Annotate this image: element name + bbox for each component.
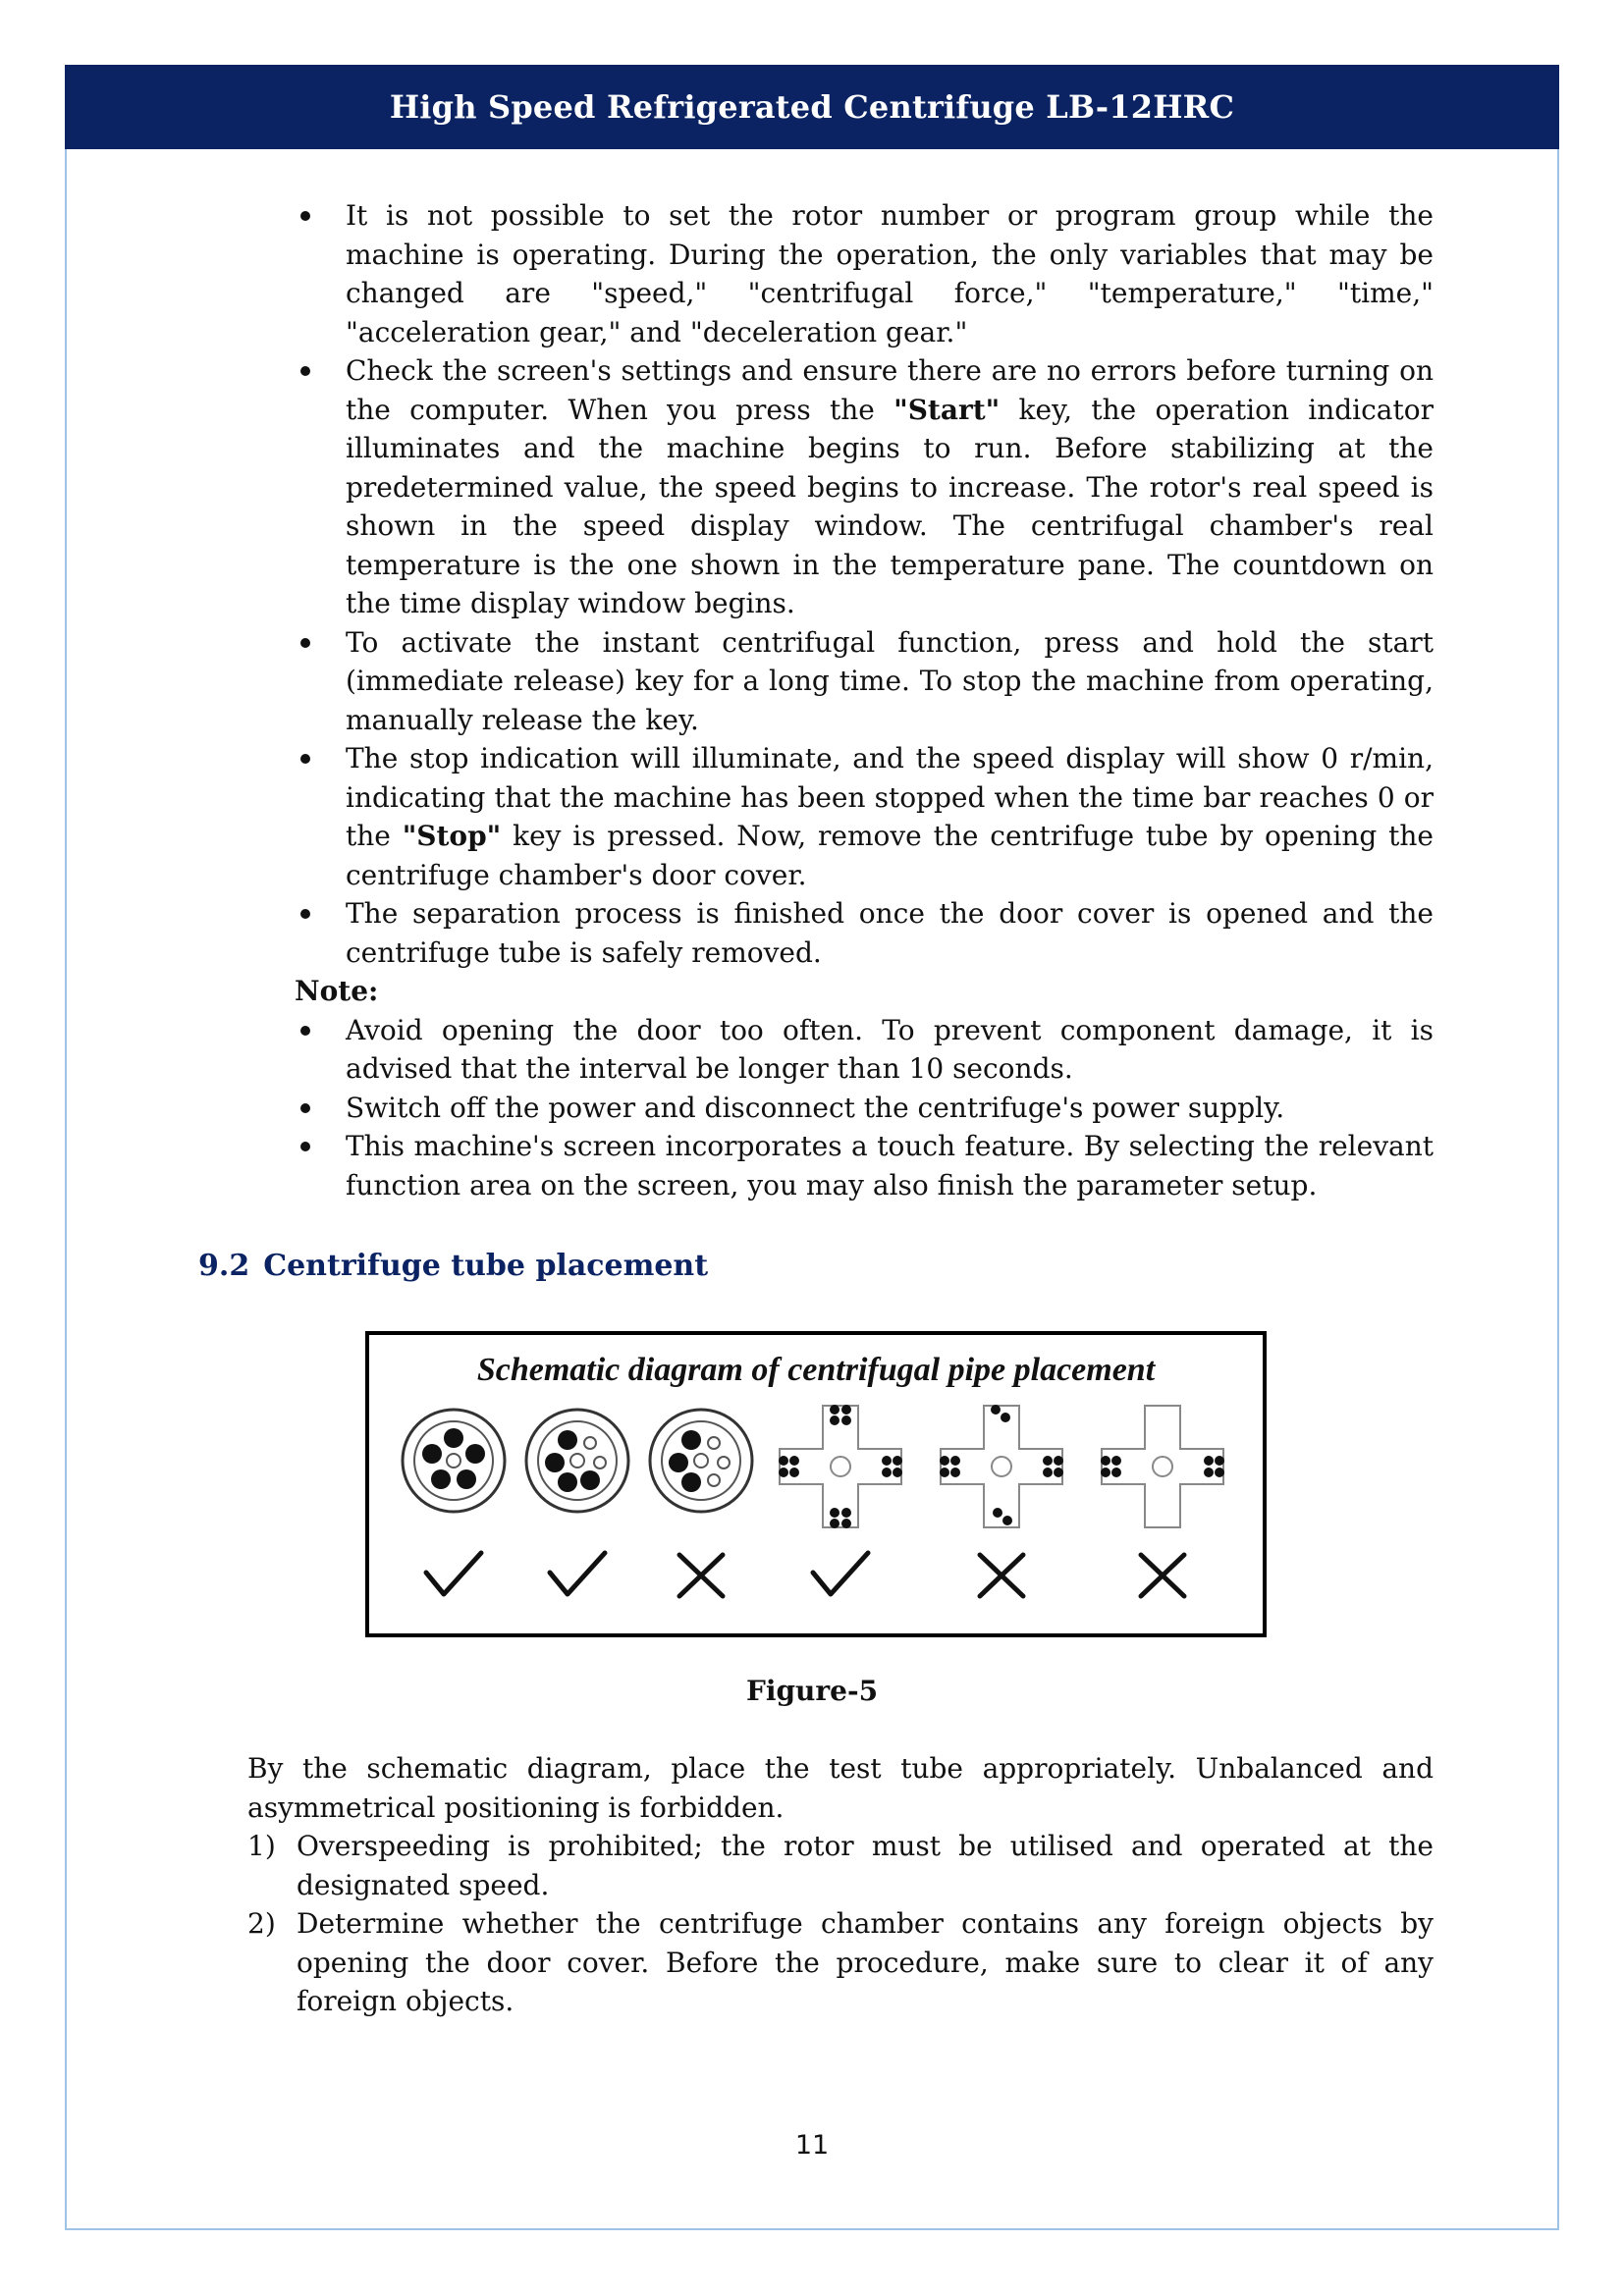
note-item: This machine's screen incorporates a touch feature. By selecting the relevant function area on the screen, you may also finish the parameter setup. — [295, 1127, 1434, 1204]
document-title: High Speed Refrigerated Centrifuge LB-12HRC — [389, 88, 1235, 126]
note-item: Avoid opening the door too often. To prevent component damage, it is advised that the interval be longer than 10 seconds. — [295, 1011, 1434, 1089]
document-header — [65, 65, 1559, 149]
bullet-item: To activate the instant centrifugal function, press and hold the start (immediate release) key for a long time. To stop the machine from operating, manually release the key. — [295, 623, 1434, 740]
step-item: 1) Overspeeding is prohibited; the rotor must be utilised and operated at the designated speed. — [247, 1830, 1434, 1901]
placement-instructions — [247, 1749, 1434, 2021]
placement-diagram — [365, 1331, 1267, 1637]
section-number: 9.2 — [198, 1249, 250, 1283]
operation-instructions — [295, 196, 1434, 1204]
note-item: Switch off the power and disconnect the centrifuge's power supply. — [295, 1089, 1434, 1128]
figure-heading: Schematic diagram of centrifugal pipe placement — [476, 1352, 1156, 1388]
placement-steps — [247, 1827, 1434, 2021]
page-number: 11 — [794, 2130, 830, 2161]
start-key-label: "Start" — [893, 393, 1001, 426]
placement-paragraph: By the schematic diagram, place the test tube appropriately. Unbalanced and asymmetrical positioning is forbidden. — [247, 1752, 1434, 1824]
note-bullet-list — [295, 1011, 1434, 1205]
operation-bullet-list — [295, 196, 1434, 972]
tube-placement-figure — [365, 1331, 1267, 1637]
section-heading — [198, 1249, 708, 1283]
step-item: 2) Determine whether the centrifuge chamber contains any foreign objects by opening the door cover. Before the procedure, make sure to clear it of any foreign objects. — [247, 1907, 1434, 2017]
bullet-item: Check the screen's settings and ensure there are no errors before turning on the computer. When you press the "Start" key, the operation indicator illuminates and the machine begins to run. Before stabilizing at the predetermined value, the speed begins to increase. The rotor's real speed is shown in the speed display window. The centrifugal chamber's real temperature is the one shown in the temperature pane. The countdown on the time display window begins. — [295, 351, 1434, 623]
bullet-item: The stop indication will illuminate, and the speed display will show 0 r/min, indicating that the machine has been stopped when the time bar reaches 0 or the "Stop" key is pressed. Now, remove the centrifuge tube by opening the centrifuge chamber's door cover. — [295, 739, 1434, 894]
bullet-item: The separation process is finished once the door cover is opened and the centrifuge tube is safely removed. — [295, 894, 1434, 972]
figure-caption: Figure-5 — [745, 1675, 879, 1707]
section-title: Centrifuge tube placement — [263, 1249, 709, 1283]
stop-key-label: "Stop" — [402, 820, 502, 852]
bullet-item: It is not possible to set the rotor number or program group while the machine is operating. During the operation, the only variables that may be changed are "speed," "centrifugal force," "temperature," "time," "acceleration gear," and "deceleration gear." — [295, 196, 1434, 351]
note-heading: Note: — [295, 975, 379, 1007]
